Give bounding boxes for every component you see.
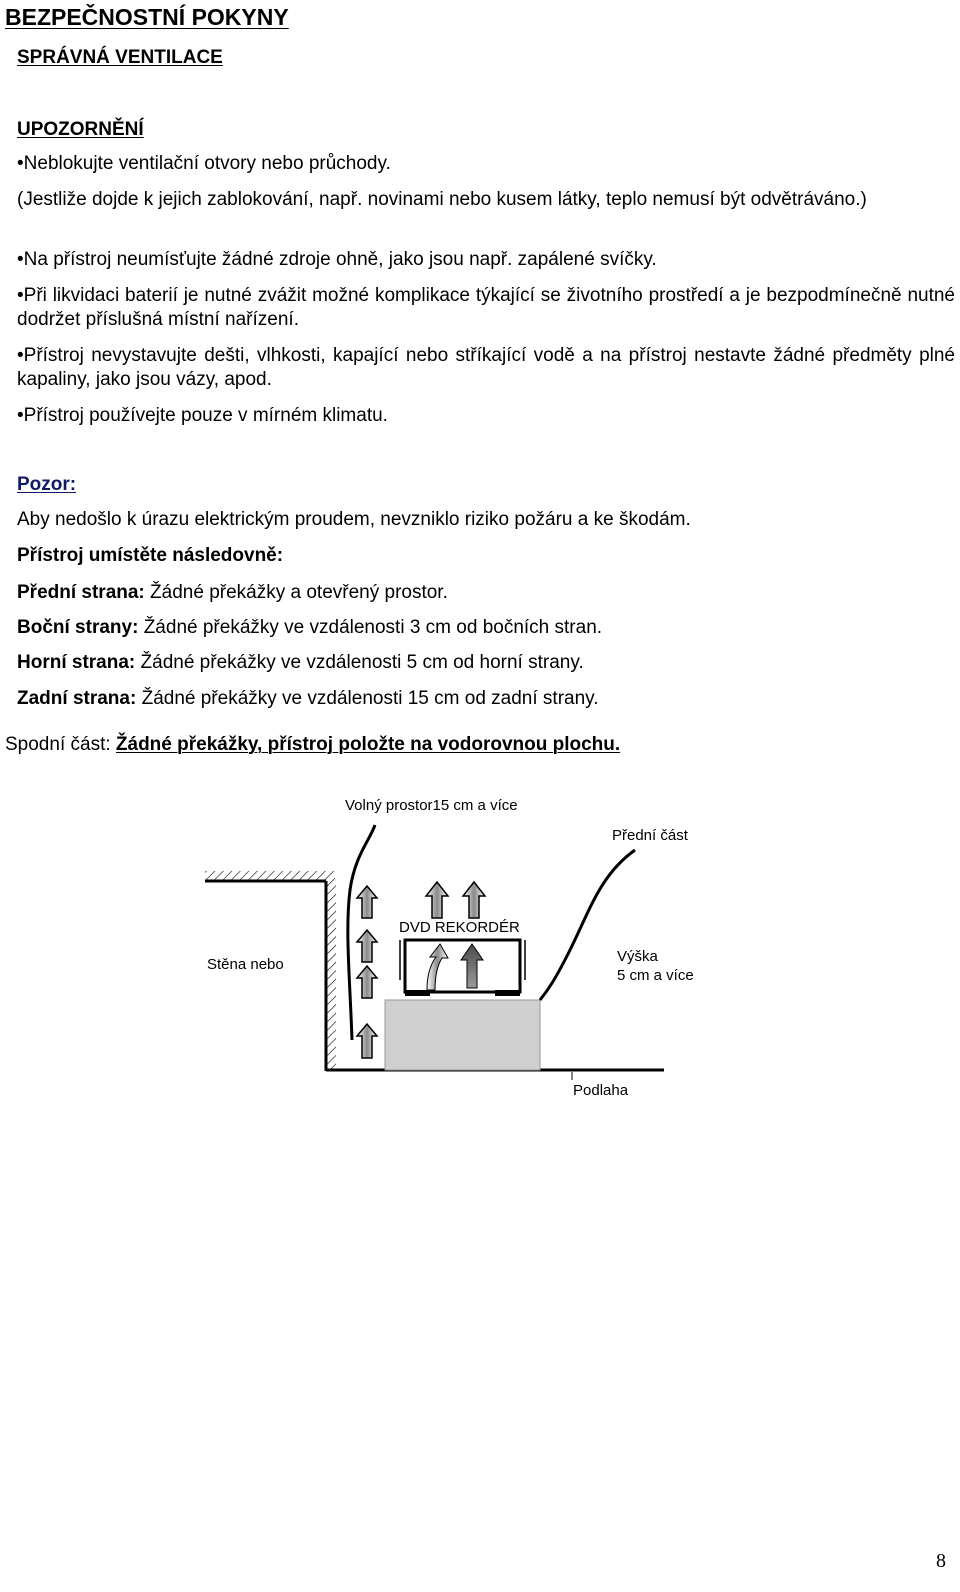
caution-heading: Pozor: (17, 474, 77, 495)
airflow-arrows-top (426, 882, 485, 918)
floor-label: Podlaha (573, 1082, 629, 1099)
placement-label: Horní strana: (17, 652, 136, 673)
placement-text: Žádné překážky ve vzdálenosti 3 cm od bočních stran. (138, 617, 603, 638)
warning-item: •Přístroj nevystavujte dešti, vlhkosti, kapající nebo stříkající vodě a na přístroj nestavte žádné předměty plné kapaliny, jako jsou vázy, apod. (17, 345, 955, 390)
warning-item: •Při likvidaci baterií je nutné zvážit možné komplikace týkající se životního prostředí a je bezpodmínečně nutné dodržet příslušná místní nařízení. (17, 285, 955, 330)
placement-text: Žádné překážky a otevřený prostor. (144, 582, 448, 603)
placement-heading: Přístroj umístěte následovně: (17, 545, 284, 566)
page-title: BEZPEČNOSTNÍ POKYNY (5, 4, 289, 30)
shelf (385, 1000, 540, 1070)
free-space-label: Volný prostor15 cm a více (345, 797, 518, 814)
placement-text: Žádné překážky ve vzdálenosti 5 cm od horní strany. (135, 652, 584, 673)
placement-label: Zadní strana: (17, 688, 137, 709)
placement-label: Přední strana: (17, 582, 145, 603)
warning-item: •Neblokujte ventilační otvory nebo průchody. (17, 153, 391, 174)
wall-label: Stěna nebo (207, 956, 284, 973)
height-value-label: 5 cm a více (617, 967, 694, 984)
device-label: DVD REKORDÉR (399, 919, 520, 936)
placement-label: Boční strany: (17, 617, 139, 638)
front-label: Přední část (612, 827, 688, 844)
placement-back (17, 688, 599, 710)
dvd-recorder (400, 940, 525, 996)
warning-item: •Na přístroj neumísťujte žádné zdroje ohně, jako jsou např. zapálené svíčky. (17, 249, 657, 270)
warning-item: •Přístroj používejte pouze v mírném klimatu. (17, 405, 388, 426)
page-number: 8 (936, 1550, 946, 1572)
warning-item: (Jestliže dojde k jejich zablokování, např. novinami nebo kusem látky, teplo nemusí být odvětráváno.) (17, 189, 867, 210)
warning-heading: UPOZORNĚNÍ (17, 119, 144, 140)
placement-sides (17, 617, 602, 639)
placement-front (17, 582, 448, 604)
placement-text: Žádné překážky ve vzdálenosti 15 cm od zadní strany. (136, 688, 599, 709)
height-label: Výška (617, 948, 658, 965)
free-space-line (348, 825, 375, 1040)
placement-text: Žádné překážky, přístroj položte na vodorovnou plochu. (115, 734, 621, 755)
airflow-arrows-left (357, 886, 377, 1058)
placement-label: Spodní část: (5, 734, 116, 755)
caution-text: Aby nedošlo k úrazu elektrickým proudem, nevzniklo riziko požáru a ke škodám. (17, 509, 691, 530)
placement-bottom (5, 734, 620, 756)
ventilation-diagram (0, 780, 960, 1120)
placement-top (17, 652, 584, 674)
section-subtitle: SPRÁVNÁ VENTILACE (17, 47, 223, 68)
